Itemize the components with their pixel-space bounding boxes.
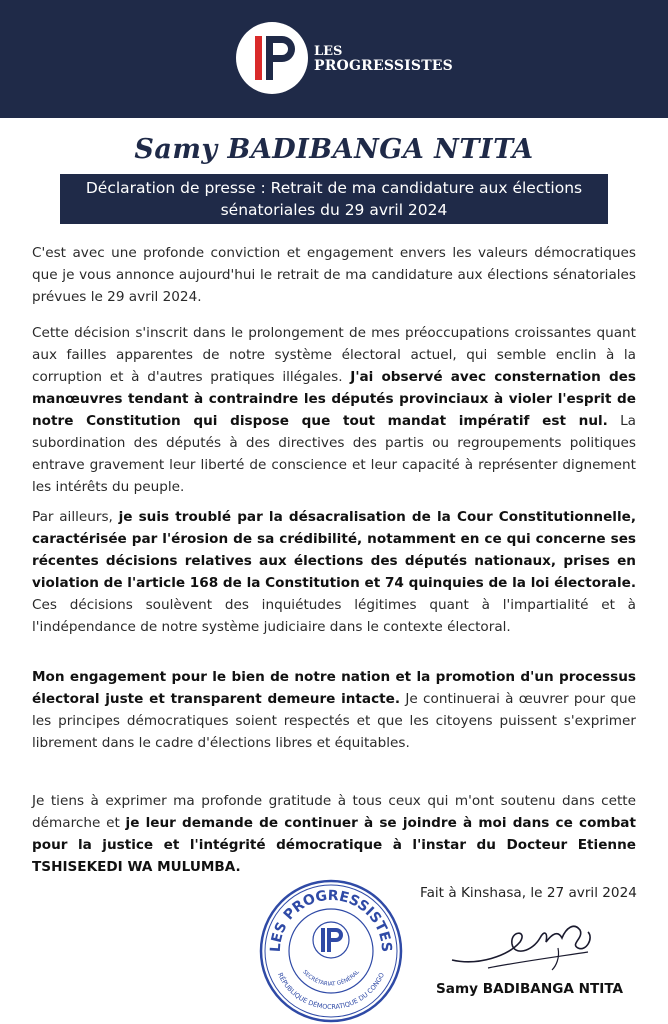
paragraph-1-text: C'est avec une profonde conviction et engagement envers les valeurs démocratiques que je vous annonce aujourd'hui le retrait de ma candidature aux élections sénatoriales prévues le 29 avril 2024. — [32, 245, 636, 305]
paragraph-2 — [32, 322, 636, 498]
official-seal — [258, 878, 404, 1024]
party-name-line2: PROGRESSISTES — [314, 58, 453, 74]
seal-inner-text: SECRÉTARIAT GÉNÉRAL — [301, 969, 361, 988]
title-line2: sénatoriales du 29 avril 2024 — [220, 201, 448, 219]
place-and-date: Fait à Kinshasa, le 27 avril 2024 — [420, 885, 637, 901]
paragraph-4-text: Je continuerai à œuvrer pour que les principes démocratiques soient respectés et que les citoyens puissent s'exprimer librement dans le cadre d'élections libres et équitables. — [32, 691, 636, 751]
signer-name: Samy BADIBANGA NTITA — [436, 981, 624, 997]
paragraph-5-text: Je tiens à exprimer ma profonde gratitude à tous ceux qui m'ont soutenu dans cette démarche et — [32, 793, 636, 831]
party-logo — [236, 22, 308, 94]
handwritten-signature — [448, 908, 598, 974]
title-banner — [60, 174, 608, 224]
paragraph-4 — [32, 666, 636, 754]
header-banner — [0, 0, 668, 118]
title-line1: Déclaration de presse : Retrait de ma candidature aux élections — [85, 179, 583, 197]
paragraph-3-text-end: Ces décisions soulèvent des inquiétudes légitimes quant à l'impartialité et à l'indépendance de notre système judiciaire dans le contexte électoral. — [32, 597, 636, 635]
paragraph-1 — [32, 242, 636, 308]
author-name-heading: Samy BADIBANGA NTITA — [134, 134, 534, 165]
paragraph-2-text-end: La subordination des députés à des directives des partis ou regroupements politiques entrave gravement leur liberté de conscience et leur capacité à représenter dignement les intérêts du peuple. — [32, 413, 636, 495]
party-name-line1: LES — [314, 44, 343, 59]
paragraph-4-bold: Mon engagement pour le bien de notre nation et la promotion d'un processus électoral juste et transparent demeure intacte. — [32, 669, 636, 707]
seal-bottom-text: RÉPUBLIQUE DÉMOCRATIQUE DU CONGO — [275, 971, 387, 1012]
party-logo-icon — [236, 22, 308, 94]
paragraph-2-bold: J'ai observé avec consternation des manœuvres tendant à contraindre les députés provinciaux à violer l'esprit de notre Constitution qui dispose que tout mandat impératif est nul. — [32, 369, 636, 429]
paragraph-3 — [32, 506, 636, 638]
seal-logo-icon — [313, 922, 349, 958]
party-name — [314, 44, 453, 74]
paragraph-2-text: Cette décision s'inscrit dans le prolongement de mes préoccupations croissantes quant aux failles apparentes de notre système électoral actuel, qui semble enclin à la corruption et à d'autres pratiques illégales. — [32, 325, 636, 385]
paragraph-3-text: Par ailleurs, — [32, 509, 119, 525]
paragraph-5-bold: je leur demande de continuer à se joindre à moi dans ce combat pour la justice et l'intégrité démocratique à l'instar du Docteur Etienne TSHISEKEDI WA MULUMBA. — [32, 815, 636, 875]
paragraph-3-bold: je suis troublé par la désacralisation de la Cour Constitutionnelle, caractérisée par l'érosion de sa crédibilité, notamment en ce qui concerne ses récentes décisions relatives aux élections des députés nationaux, prises en violation de l'article 168 de la Constitution et 74 quinquies de la loi électorale. — [32, 509, 636, 591]
seal-top-text: LES PROGRESSISTES — [267, 887, 395, 953]
paragraph-5 — [32, 790, 636, 878]
